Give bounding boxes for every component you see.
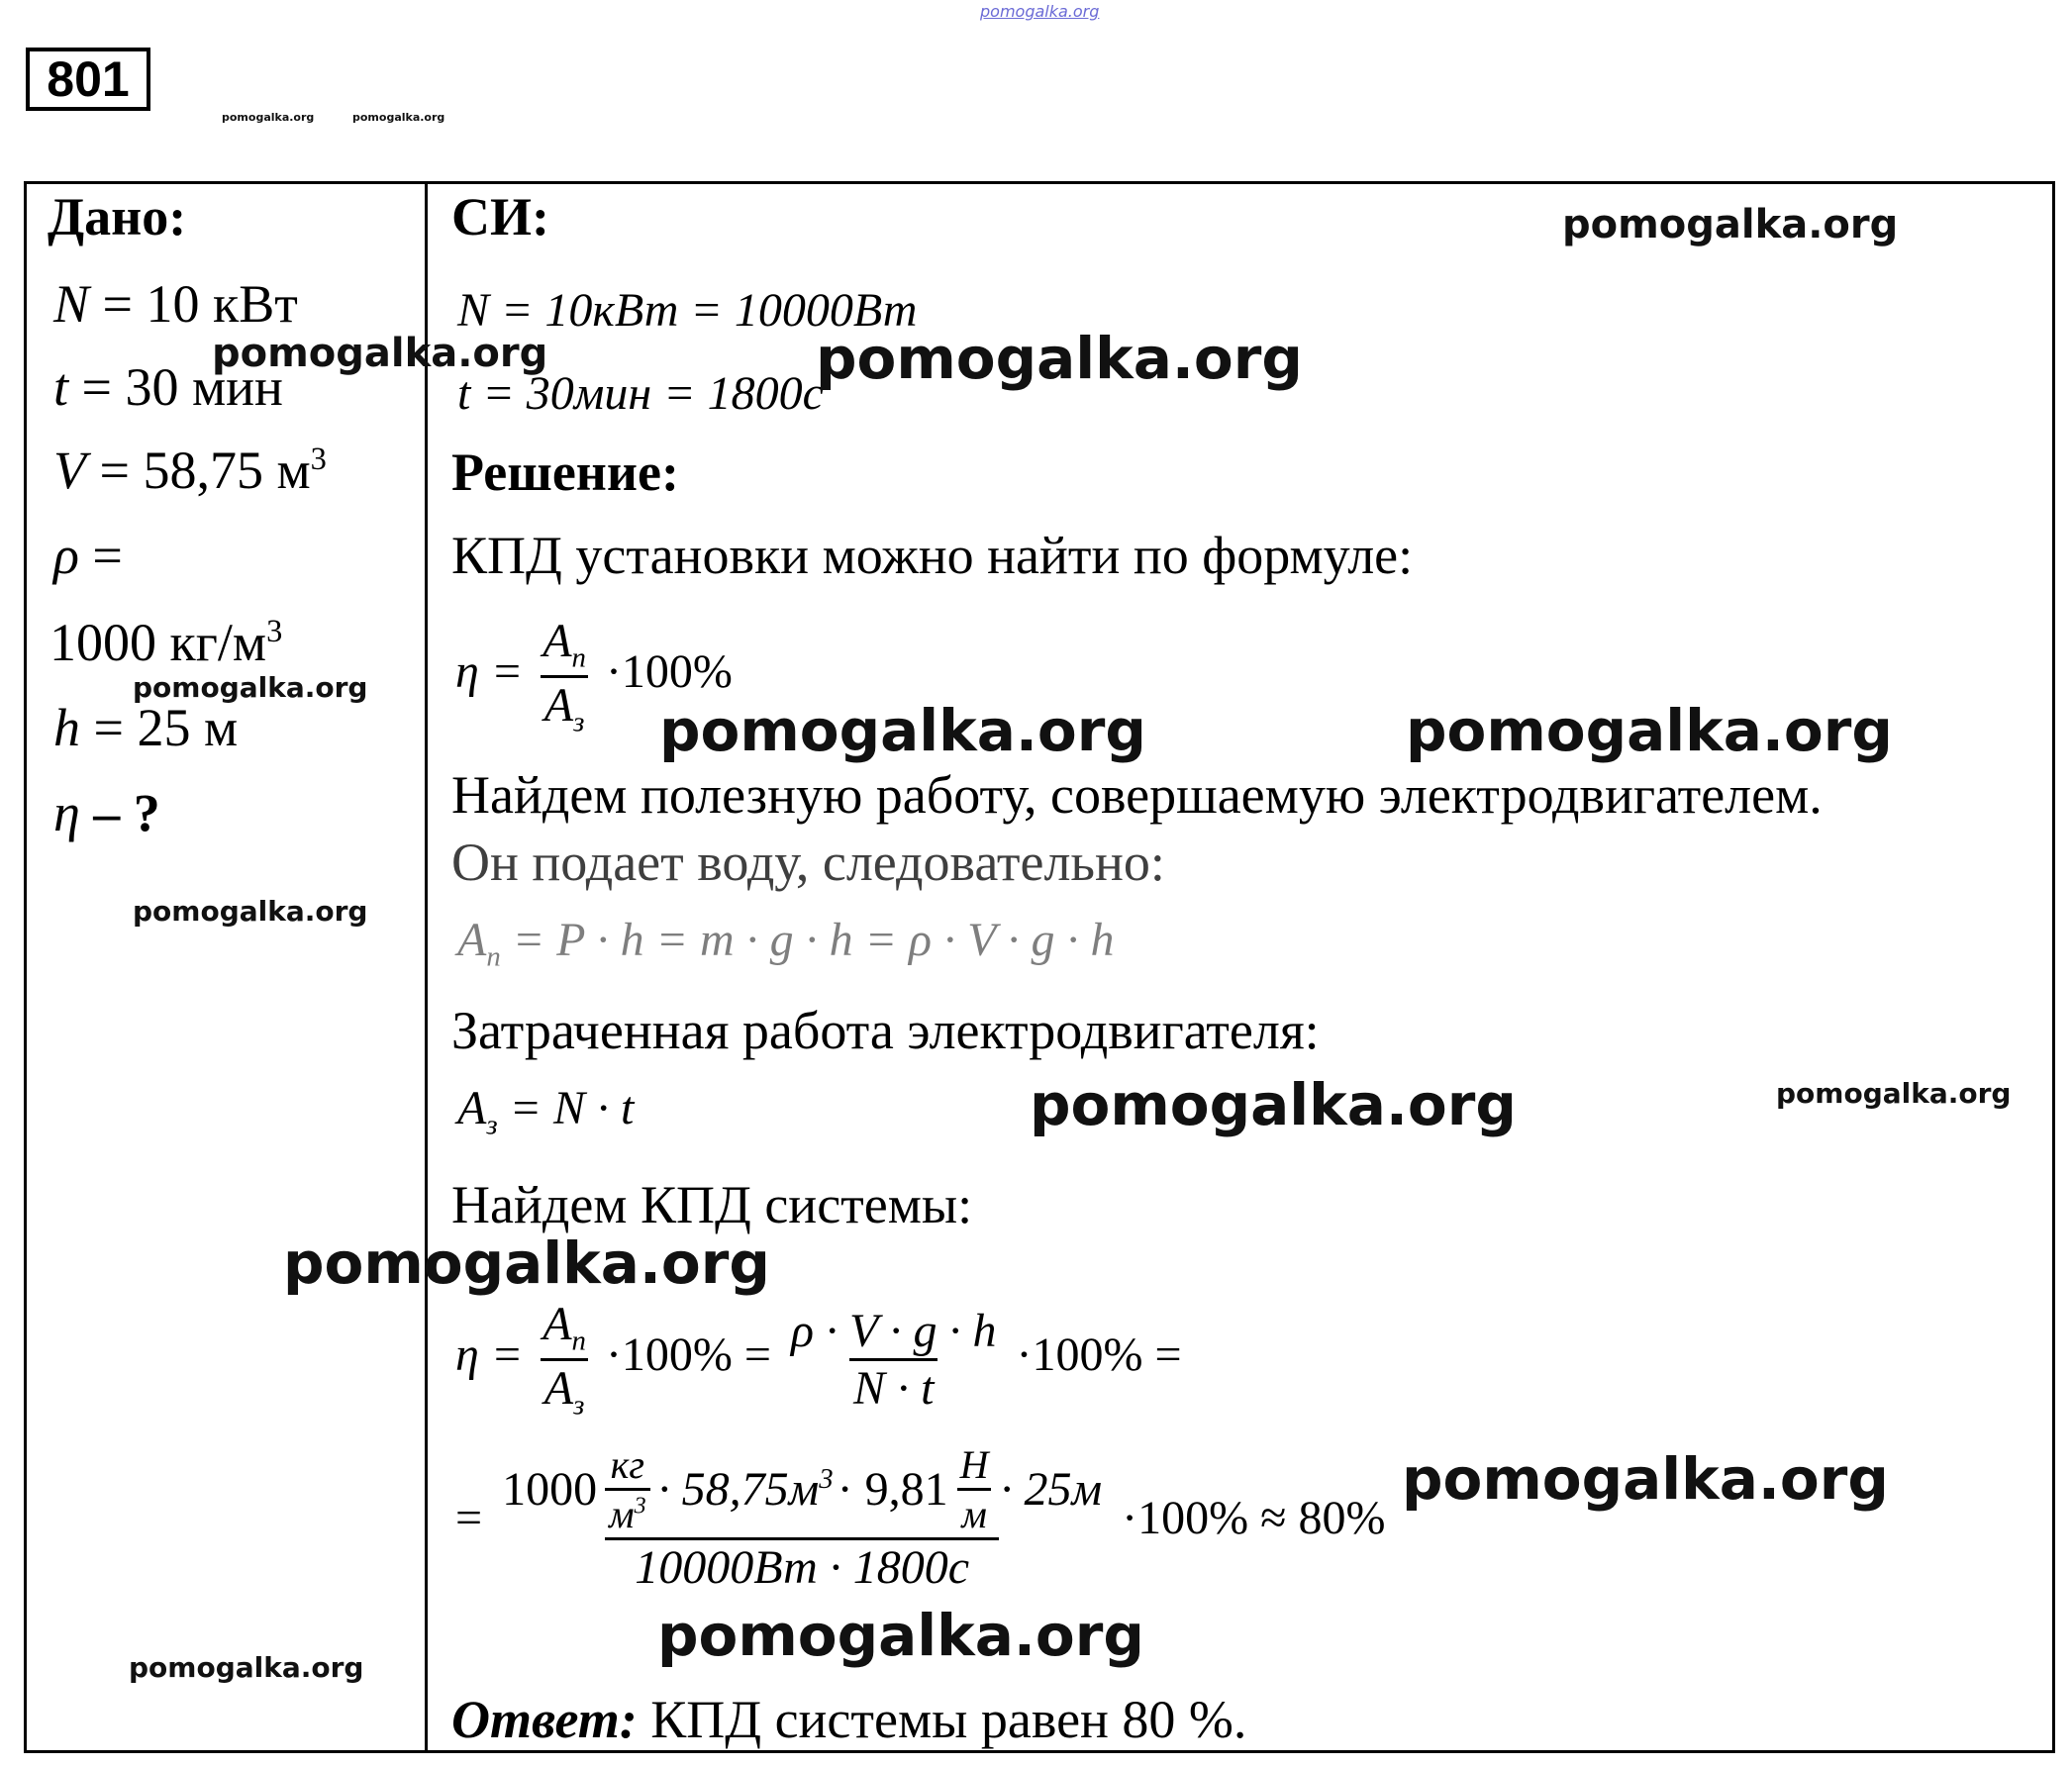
si-line-t: t = 30мин = 1800с (457, 367, 824, 420)
given-rho: ρ = (53, 526, 123, 585)
given-eta: η – ? (53, 783, 160, 842)
solution-text-1: КПД установки можно найти по формуле: (451, 526, 1414, 585)
given-heading: Дано: (48, 187, 187, 246)
problem-number: 801 (26, 48, 150, 111)
column-divider (425, 181, 428, 1753)
watermark: pomogalka.org (1030, 1071, 1517, 1138)
solution-text-5: Найдем КПД системы: (451, 1175, 973, 1234)
solution-text-3: Он подает воду, следовательно: (451, 833, 1165, 892)
watermark: pomogalka.org (133, 895, 368, 928)
watermark: pomogalka.org (1402, 1445, 1889, 1513)
watermark: pomogalka.org (816, 325, 1303, 392)
watermark: pomogalka.org (283, 1229, 770, 1297)
watermark: pomogalka.org (659, 697, 1146, 764)
solution-text-4: Затраченная работа электродвигателя: (451, 1001, 1320, 1060)
watermark-top[interactable]: pomogalka.org (980, 2, 1100, 21)
si-heading: СИ: (451, 187, 549, 246)
answer: Ответ: КПД системы равен 80 %. (451, 1690, 1247, 1749)
formula-efficiency-expanded: η = $\frac{A_п}{A_з}$ ·100% = $\frac{\rho \cdot V \cdot g \cdot h}{N \cdot t}$ ·100% = (455, 1298, 1182, 1422)
watermark: pomogalka.org (352, 111, 445, 124)
formula-spent-work: $A_з = N \cdot t$ (457, 1082, 635, 1141)
watermark: pomogalka.org (133, 671, 368, 704)
watermark: pomogalka.org (1406, 697, 1893, 764)
watermark: pomogalka.org (212, 331, 548, 376)
given-V: V = 58,75 $м^3$ (53, 441, 327, 500)
given-rho-value: 1000 $кг/м^3$ (49, 613, 283, 672)
si-line-N: N = 10кВт = 10000Вт (457, 284, 918, 337)
solution-text-2: Найдем полезную работу, совершаемую электродвигателем. (451, 765, 1823, 825)
formula-useful-work: $A_п = P \cdot h = m \cdot g \cdot h = \rho \cdot V \cdot g \cdot h$ (457, 914, 1115, 973)
formula-efficiency: η = $\frac{A_п}{A_з}$ ·100% (455, 615, 733, 738)
given-N: N = 10 кВт (53, 274, 298, 334)
watermark: pomogalka.org (657, 1602, 1144, 1669)
watermark: pomogalka.org (1776, 1077, 2012, 1110)
solution-heading: Решение: (451, 442, 679, 502)
watermark: pomogalka.org (222, 111, 315, 124)
watermark: pomogalka.org (129, 1651, 364, 1684)
watermark: pomogalka.org (1562, 202, 1899, 247)
given-h: h = 25 м (53, 698, 239, 757)
formula-numeric: = 1000 $\frac{кг}{м^3}$ · $58,75м^3$ · 9,81 $\frac{Н}{м}$ · 25м 10000Вт · 1800с ·100% ≈ 80% (455, 1442, 1386, 1594)
given-t: t = 30 мин (53, 357, 283, 417)
